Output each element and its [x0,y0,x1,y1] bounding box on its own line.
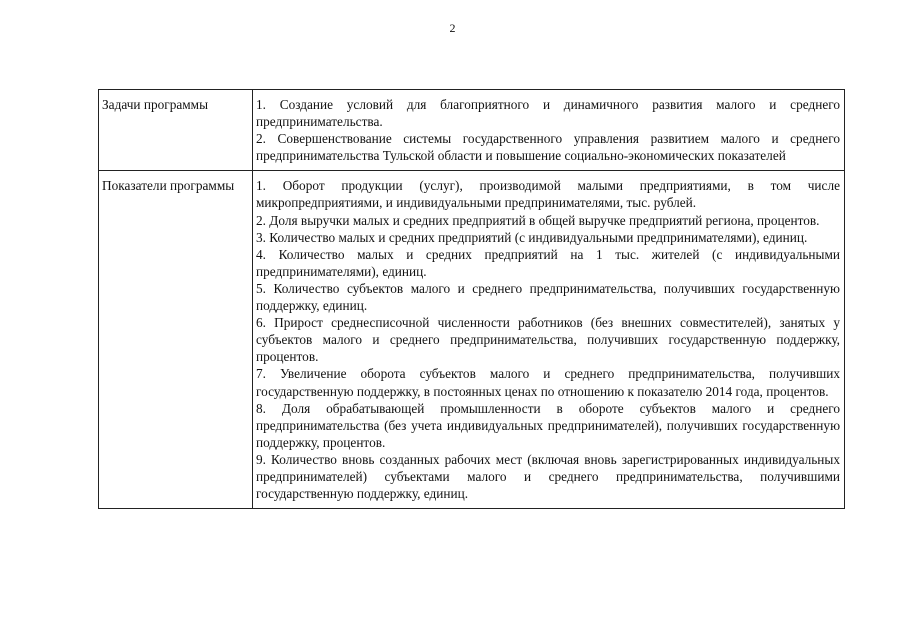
indicator-item: 6. Прирост среднесписочной численности работников (без внешних совместителей), занятых у субъектов малого и среднего предпринимательства, получивших государственную поддержку, процентов. [256,315,840,365]
indicator-item: 3. Количество малых и средних предприятий (с индивидуальными предпринимателями), единиц. [256,229,808,245]
indicator-item: 2. Доля выручки малых и средних предприятий в общей выручке предприятий региона, процентов. [256,212,820,228]
indicator-item: 7. Увеличение оборота субъектов малого и среднего предпринимательства, получивших государственную поддержку, в постоянных ценах по отношению к показателю 2014 года, процентов. [256,366,840,399]
task-item: 1. Создание условий для благоприятного и динамичного развития малого и среднего предпринимательства. [256,97,840,130]
indicator-item: 9. Количество вновь созданных рабочих мест (включая вновь зарегистрированных индивидуальных предпринимателей) субъектами малого и среднего предпринимательства, получившими государственную поддержку, единиц. [256,451,840,502]
table-row-tasks [99,90,845,171]
indicator-item: 8. Доля обрабатывающей промышленности в обороте субъектов малого и среднего предпринимательства (без учета индивидуальных предпринимателей), получивших государственную поддержку, процентов. [256,400,840,450]
row-content-tasks [253,90,845,171]
page-number: 2 [449,21,456,35]
indicator-item: 5. Количество субъектов малого и среднего предпринимательства, получивших государственную поддержку, единиц. [256,280,840,314]
row-label-indicators: Показатели программы [99,171,253,509]
indicator-item: 4. Количество малых и средних предприятий на 1 тыс. жителей (с индивидуальными предпринимателями), единиц. [256,246,840,279]
row-label-tasks: Задачи программы [99,90,253,171]
program-table [98,89,845,509]
task-item: 2. Совершенствование системы государственного управления развитием малого и среднего предпринимательства Тульской области и повышение социально-экономических показателей [256,131,840,164]
indicator-item: 1. Оборот продукции (услуг), производимой малыми предприятиями, в том числе микропредприятиями, и индивидуальными предпринимателями, тыс. рублей. [256,178,840,211]
table-row-indicators [99,171,845,509]
row-content-indicators [253,171,845,509]
